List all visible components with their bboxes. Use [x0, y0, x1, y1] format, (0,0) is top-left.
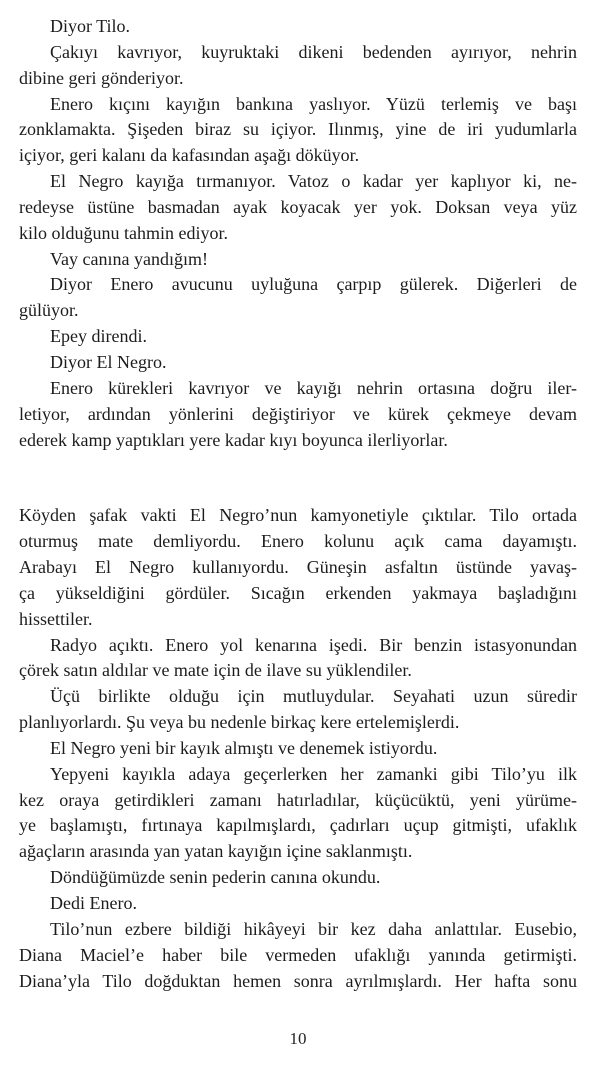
text-line: El Negro kayığa tırmanıyor. Vatoz o kadar yer kaplıyor ki, ne- — [50, 171, 577, 192]
body-text — [19, 14, 577, 994]
text-line: Epey direndi. — [50, 326, 147, 347]
text-line: dibine geri gönderiyor. — [19, 67, 184, 88]
paragraph — [19, 891, 577, 917]
text-line: Enero kürekleri kavrıyor ve kayığı nehrin ortasına doğru iler- — [50, 377, 577, 398]
paragraph — [19, 633, 577, 685]
text-line: planlıyorlardı. Şu veya bu nedenle birkaç kere ertelemişlerdi. — [19, 712, 460, 733]
paragraph — [19, 684, 577, 736]
text-line: Köyden şafak vakti El Negro’nun kamyonetiyle çıktılar. Tilo ortada — [19, 505, 577, 526]
text-line: Tilo’nun ezbere bildiği hikâyeyi bir kez daha anlattılar. Eusebio, — [50, 918, 577, 939]
text-line: Diyor El Negro. — [50, 351, 167, 372]
paragraph — [19, 917, 577, 995]
text-line: Üçü birlikte olduğu için mutluydular. Seyahati uzun süredir — [50, 686, 577, 707]
text-line: Yepyeni kayıkla adaya geçerlerken her zamanki gibi Tilo’yu ilk — [50, 763, 577, 784]
text-line: redeyse üstüne basmadan ayak koyacak yer yok. Doksan veya yüz — [19, 196, 577, 217]
paragraph — [19, 350, 577, 376]
text-line: Dedi Enero. — [50, 893, 137, 913]
text-line: Diana’yla Tilo doğduktan hemen sonra ayrılmışlardı. Her hafta sonu — [19, 970, 577, 991]
paragraph — [19, 762, 577, 865]
text-line: Diyor Enero avucunu uyluğuna çarpıp gülerek. Diğerleri de — [50, 274, 577, 295]
paragraph — [19, 324, 577, 350]
text-line: El Negro yeni bir kayık almıştı ve denemek istiyordu. — [50, 737, 438, 758]
text-line: hissettiler. — [19, 608, 93, 629]
paragraph — [19, 92, 577, 170]
text-line: gülüyor. — [19, 300, 79, 321]
paragraph — [19, 503, 577, 632]
text-line: Diana Maciel’e haber bile vermeden ufaklığı yanında getirmişti. — [19, 944, 577, 965]
page-number: 10 — [289, 1029, 307, 1049]
text-line: Diyor Tilo. — [50, 16, 131, 36]
text-line: ça yükseldiğini gördüler. Sıcağın erkenden yakmaya başladığını — [19, 582, 577, 603]
paragraph — [19, 14, 577, 40]
text-line: içiyor, geri kalanı da kafasından aşağı döküyor. — [19, 145, 360, 166]
section — [19, 503, 577, 994]
paragraph — [19, 169, 577, 247]
text-line: Çakıyı kavrıyor, kuyruktaki dikeni bedenden ayırıyor, nehrin — [50, 41, 577, 62]
text-line: ağaçların arasında yan yatan kayığın içine saklanmıştı. — [19, 841, 413, 862]
section-break — [19, 453, 577, 503]
text-line: Radyo açıktı. Enero yol kenarına işedi. Bir benzin istasyonundan — [50, 634, 577, 655]
paragraph — [19, 865, 577, 891]
paragraph — [19, 736, 577, 762]
paragraph — [19, 40, 577, 92]
text-line: ye başlamıştı, fırtınaya kapılmışlardı, çadırları uçup gitmişti, ufaklık — [19, 815, 577, 836]
text-line: Vay canına yandığım! — [50, 248, 208, 269]
paragraph — [19, 272, 577, 324]
text-line: kez oraya getirdikleri zamanı hatırladılar, küçücüktü, yeni yürüme- — [19, 789, 577, 810]
text-line: Enero kıçını kayığın bankına yaslıyor. Yüzü terlemiş ve başı — [50, 93, 577, 114]
text-line: ederek kamp yaptıkları yere kadar kıyı boyunca ilerliyorlar. — [19, 429, 448, 450]
section — [19, 14, 577, 453]
text-line: kilo olduğunu tahmin ediyor. — [19, 222, 228, 243]
text-line: çörek satın aldılar ve mate için de ilave su yüklendiler. — [19, 660, 412, 681]
text-line: Arabayı El Negro kullanıyordu. Güneşin asfaltın üstünde yavaş- — [19, 557, 577, 578]
text-line: oturmuş mate demliyordu. Enero kolunu açık cama dayamıştı. — [19, 531, 577, 552]
text-line: Döndüğümüzde senin pederin canına okundu. — [50, 867, 381, 888]
paragraph — [19, 376, 577, 454]
paragraph — [19, 247, 577, 273]
text-line: zonklamakta. Şişeden biraz su içiyor. Ilınmış, yine de iri yudumlarla — [19, 119, 577, 140]
text-line: letiyor, ardından yönlerini değiştiriyor ve kürek çekmeye devam — [19, 403, 577, 424]
